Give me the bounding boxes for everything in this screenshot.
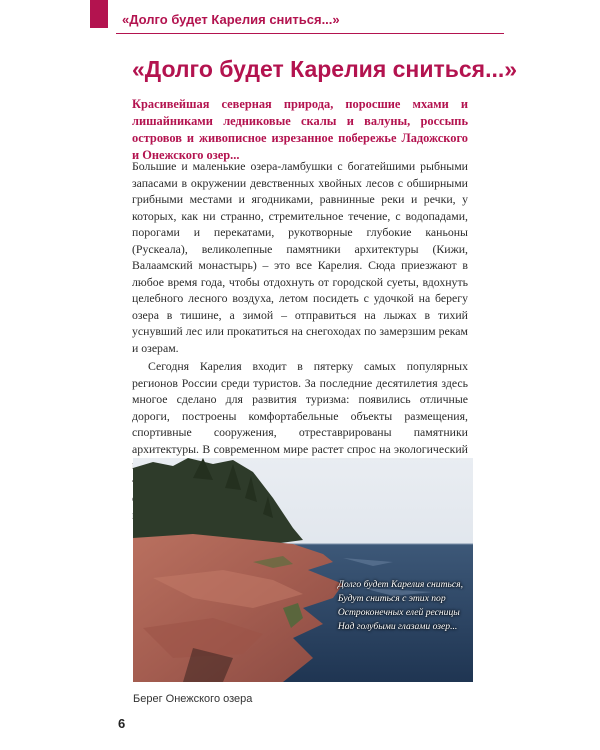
lead-paragraph: Красивейшая северная природа, поросшие мхами и лишайниками ледниковые скалы и валуны, россыпь островов и живописное изрезанное побережье Ладожского и Онежского озер... xyxy=(132,97,468,162)
photo-caption: Берег Онежского озера xyxy=(133,693,253,705)
poem-line: Над голубыми глазами озер... xyxy=(337,621,458,632)
chapter-accent-block xyxy=(90,0,108,28)
header-divider xyxy=(116,33,504,34)
page-title: «Долго будет Карелия сниться...» xyxy=(132,56,518,82)
page-number: 6 xyxy=(118,716,126,731)
poem-line: Долго будет Карелия сниться, xyxy=(337,579,463,590)
body-paragraph: Большие и маленькие озера-ламбушки с богатейшими рыбными запасами в окружении девственных хвойных лесов с обширными грибными местами и ягодниками, равнинные реки и речки, у которых, как ни странно, стремительное течение, с водопадами, порогами и перекатами, рукотворные глубокие каньоны (Рускеала), великолепные памятники архитектуры (Кижи, Валаамский монастырь) – это все Карелия. Сюда приезжают в любое время года, чтобы отдохнуть от городской суеты, вдохнуть целебного лесного воздуха, летом посидеть с удочкой на берегу озера в тишине, а зимой – отправиться на лыжах в тихий уснувший лес или прокатиться на снегоходах по замерзшим рекам и озерам. xyxy=(132,159,468,355)
running-head: «Долго будет Карелия сниться...» xyxy=(122,12,340,27)
poem-line: Остроконечных елей ресницы xyxy=(337,607,460,618)
poem-line: Будут сниться с этих пор xyxy=(337,593,446,604)
body-paragraph: Сегодня Карелия входит в пятерку самых популярных регионов России среди туристов. За последние десятилетия здесь многое сделано для развития туризма: появились отличные дороги, построены комфортабельные объекты размещения, спортивные сооружения, отреставрированы памятники архитектуры. В современном мире растет спрос на экологический xyxy=(132,359,468,456)
photo-illustration xyxy=(133,458,473,682)
poem-overlay xyxy=(338,578,463,634)
lake-shore-photo xyxy=(133,458,473,682)
